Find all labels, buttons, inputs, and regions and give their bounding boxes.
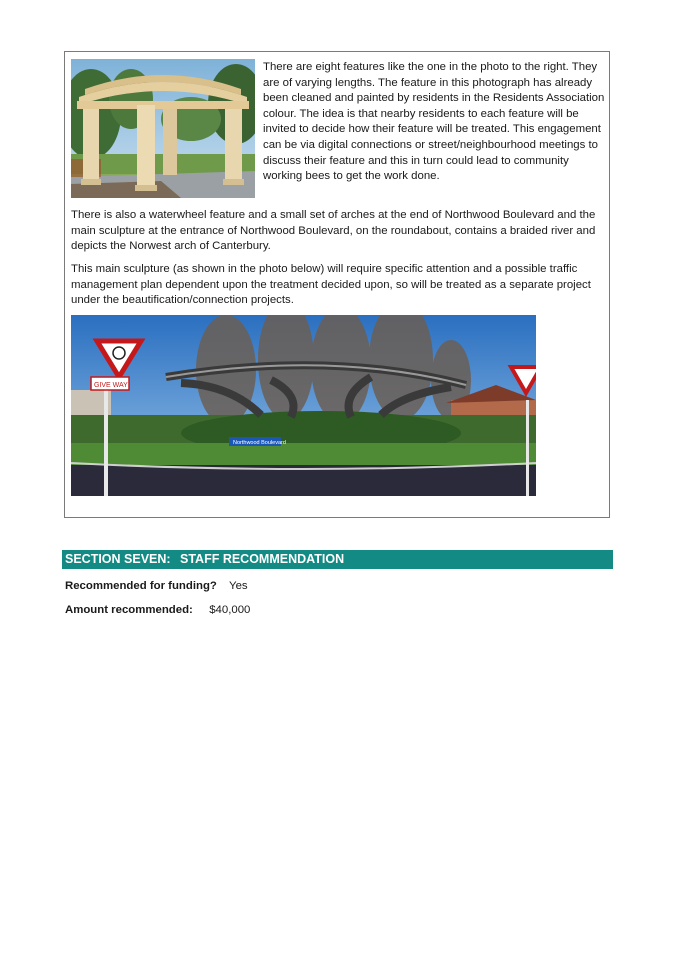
amount-label: Amount recommended:	[65, 604, 193, 616]
section-seven-header	[62, 550, 613, 569]
street-sign-text: Northwood Boulevard	[233, 440, 286, 446]
section-number: SECTION SEVEN:	[65, 552, 171, 566]
project-description-box	[64, 51, 610, 518]
funding-value: Yes	[229, 580, 248, 592]
funding-label: Recommended for funding?	[65, 580, 217, 592]
roundabout-sculpture-photo	[71, 315, 536, 496]
amount-value: $40,000	[209, 604, 251, 616]
section-title: STAFF RECOMMENDATION	[180, 552, 345, 566]
paragraph-features: There are eight features like the one in the photo to the right. They are of varying lengths. The feature in this photograph has already been cleaned and painted by residents in the Residents Association colour. The idea is that nearby residents to each feature will be invited to decide how their feature will be treated. This engagement can be via digital connections or street/neighbourhood meetings to discuss their feature and this in turn could lead to community working bees to get the work done.	[263, 61, 605, 183]
pergola-feature-photo	[71, 59, 255, 198]
amount-row	[65, 603, 250, 618]
paragraph-main-sculpture: This main sculpture (as shown in the photo below) will require specific attention and a possible traffic management plan dependent upon the treatment decided upon, so will be treated as a separate project under the beautification/connection projects.	[71, 263, 591, 307]
paragraph-waterwheel: There is also a waterwheel feature and a small set of arches at the end of Northwood Boulevard and the main sculpture at the entrance of Northwood Boulevard, on the roundabout, contains a braided river and depicts the Norwest arch of Canterbury.	[71, 209, 596, 253]
give-way-text: GIVE WAY	[94, 382, 128, 389]
funding-row	[65, 579, 248, 594]
